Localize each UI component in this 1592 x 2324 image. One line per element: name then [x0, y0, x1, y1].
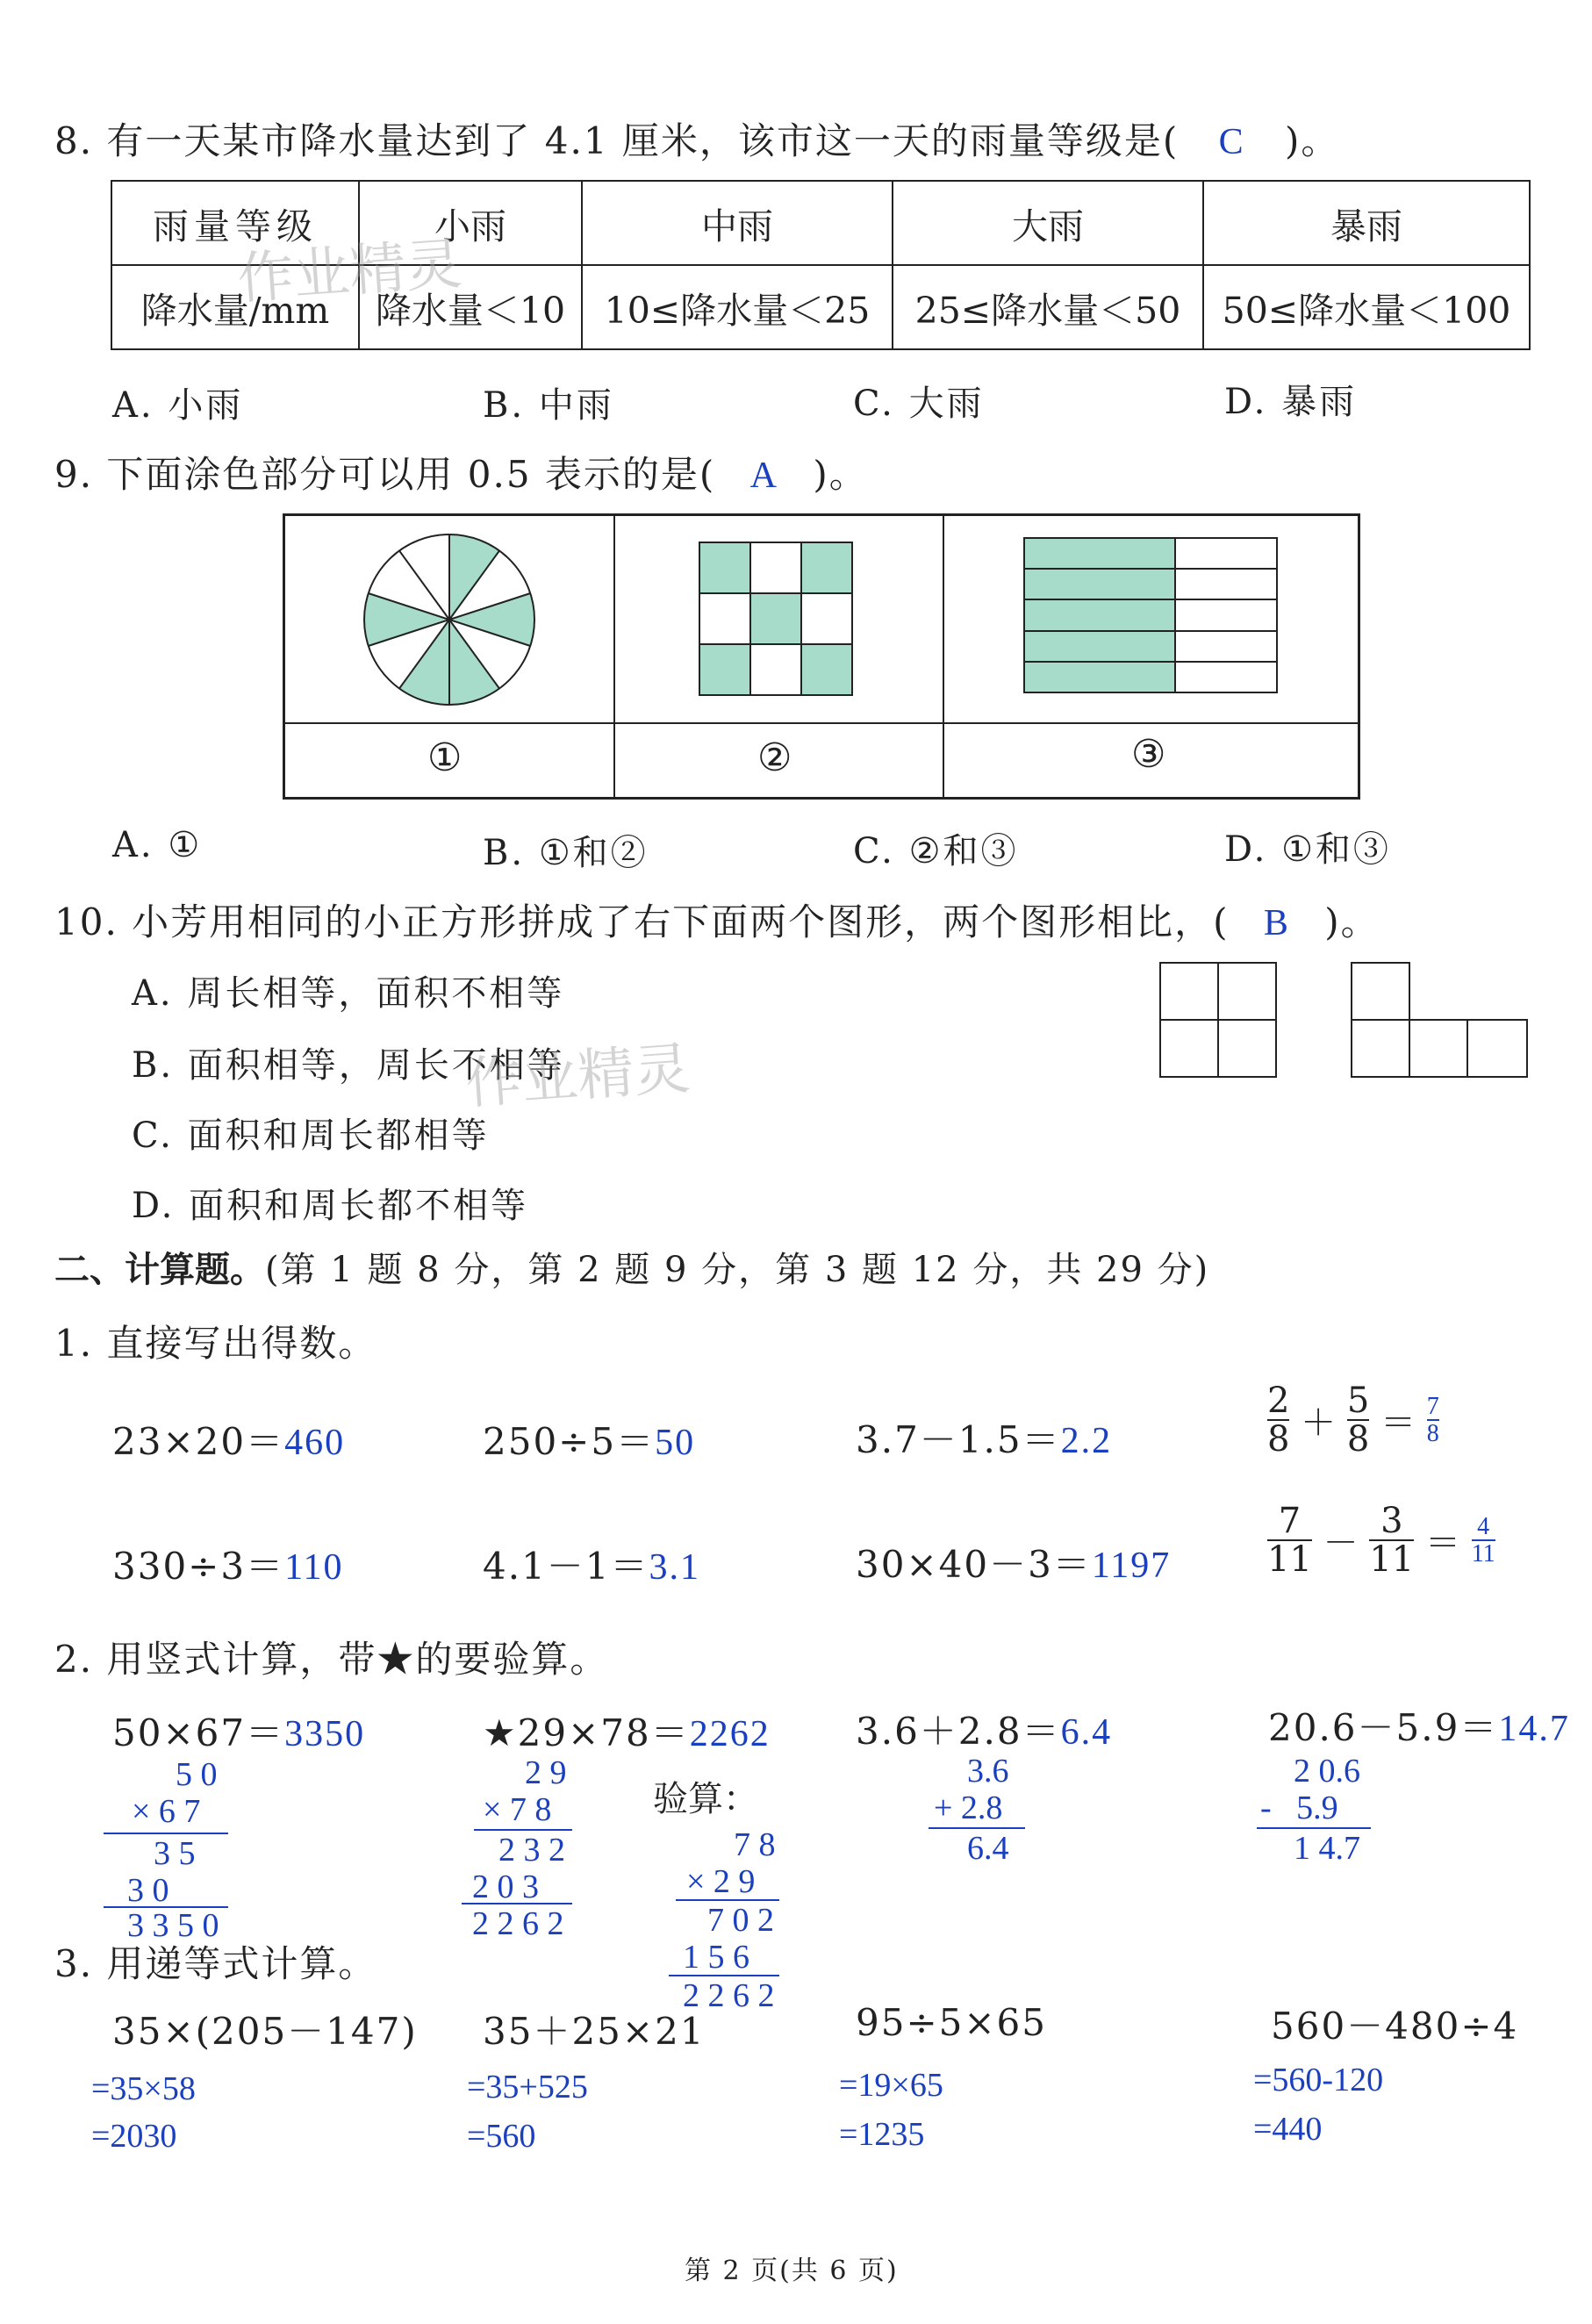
- work1-line-5: 3 3 5 0: [127, 1907, 219, 1944]
- p2-ans-4: 14.7: [1498, 1709, 1570, 1749]
- q8-option-b: B. 中雨: [483, 385, 614, 426]
- q10-stem-line: [54, 893, 1380, 946]
- q9-stem: 9. 下面涂色部分可以用 0.5 表示的是(: [54, 453, 716, 496]
- work1-line-1: 5 0: [176, 1756, 218, 1793]
- q9-answer: A: [749, 455, 779, 496]
- circle-figure: [364, 534, 534, 705]
- l-shape: [1352, 963, 1527, 1077]
- table-cell: 雨量等级: [111, 181, 359, 265]
- table-cell: 25≤降水量＜50: [893, 265, 1203, 349]
- p1-ans-1: 460: [284, 1423, 346, 1463]
- p3-step2-4: =440: [1253, 2111, 1323, 2148]
- work2-line-2: × 7 8: [483, 1791, 552, 1828]
- p1-expr-5: 4.1－1＝: [483, 1545, 649, 1588]
- frac1-b-den: 8: [1346, 1419, 1370, 1460]
- p3-step1-3: =19×65: [839, 2067, 943, 2104]
- p1-fraction-1: [1267, 1382, 1439, 1458]
- watermark-1: 作业精灵: [235, 232, 464, 312]
- p2-expr-1: 50×67＝: [112, 1711, 285, 1754]
- work3-line-2: × 2 9: [686, 1863, 756, 1900]
- q9-option-c: C. ②和③: [853, 831, 1019, 872]
- p3-step2-2: =560: [467, 2118, 536, 2155]
- p2-expr-3: 3.6＋2.8＝: [856, 1710, 1061, 1753]
- p3-expr-2: 35＋25×21: [483, 2010, 706, 2053]
- q8-stem: 8. 有一天某市降水量达到了 4.1 厘米，该市这一天的雨量等级是(: [54, 119, 1180, 162]
- work2-line-5: 2 2 6 2: [472, 1905, 564, 1942]
- work5-line-2: - 5.9: [1260, 1790, 1338, 1826]
- table-cell: 降水量/mm: [111, 265, 359, 349]
- q10-option-d: D. 面积和周长都不相等: [132, 1186, 529, 1226]
- work2-line-4: 2 0 3: [472, 1869, 539, 1905]
- table-cell: 降水量＜10: [359, 265, 582, 349]
- frac2-op: －: [1323, 1523, 1359, 1564]
- p1-fraction-2: [1267, 1503, 1495, 1578]
- p2-item-3: [856, 1703, 1112, 1755]
- p1-expr-1: 23×20＝: [112, 1420, 285, 1463]
- frac1-a-num: 2: [1267, 1381, 1290, 1421]
- work1-line-4: 3 0: [127, 1872, 169, 1909]
- section2-note: (第 1 题 8 分，第 2 题 9 分，第 3 题 12 分，共 29 分): [265, 1250, 1210, 1290]
- table-cell: 暴雨: [1203, 181, 1530, 265]
- p3-step1-1: =35×58: [91, 2070, 196, 2107]
- q10-option-c: C. 面积和周长都相等: [132, 1115, 490, 1156]
- frac1-r-num: 7: [1426, 1392, 1439, 1420]
- p3-expr-3: 95÷5×65: [856, 2001, 1047, 2044]
- p2-title: 2. 用竖式计算，带★的要验算。: [54, 1638, 609, 1681]
- work3-line-4: 1 5 6: [683, 1939, 749, 1976]
- p3-expr-4: 560－480÷4: [1271, 2005, 1519, 2048]
- p2-ans-3: 6.4: [1060, 1712, 1113, 1753]
- p2-expr-4: 20.6－5.9＝: [1268, 1706, 1499, 1749]
- p1-ans-5: 3.1: [649, 1547, 701, 1588]
- q9-option-b: B. ①和②: [483, 833, 649, 873]
- section2-heading: [54, 1242, 1209, 1292]
- table-cell: 10≤降水量＜25: [582, 265, 893, 349]
- work2-line-3: 2 3 2: [498, 1832, 565, 1869]
- p1-item-5: [483, 1538, 700, 1590]
- p2-ans-1: 3350: [284, 1714, 366, 1754]
- frac1-b-num: 5: [1346, 1381, 1370, 1421]
- frac2-b-num: 3: [1369, 1503, 1414, 1541]
- p1-expr-6: 30×40－3＝: [856, 1543, 1092, 1586]
- work1-line-2: × 6 7: [132, 1793, 201, 1830]
- p1-expr-3: 3.7－1.5＝: [856, 1418, 1061, 1461]
- p1-item-6: [856, 1536, 1171, 1589]
- watermark-2: 作业精灵: [463, 1036, 692, 1117]
- q9-label-1: ①: [427, 735, 463, 780]
- q10-option-a: A. 周长相等，面积不相等: [132, 973, 565, 1014]
- p2-ans-2: 2262: [689, 1714, 771, 1754]
- work5-line-1: 2 0.6: [1294, 1753, 1360, 1790]
- q10-option-b: B. 面积相等，周长不相等: [132, 1045, 565, 1086]
- frac1-eq: ＝: [1380, 1402, 1416, 1444]
- p3-title: 3. 用递等式计算。: [54, 1942, 377, 1985]
- section2-title: 二、计算题。: [54, 1250, 265, 1290]
- p3-step1-4: =560-120: [1253, 2062, 1384, 2098]
- table-cell: 大雨: [893, 181, 1203, 265]
- p1-ans-2: 50: [655, 1423, 696, 1463]
- p1-ans-4: 110: [284, 1547, 344, 1588]
- q8-option-a: A. 小雨: [112, 385, 244, 426]
- work4-line-1: 3.6: [967, 1753, 1009, 1790]
- q9-label-3: ③: [1131, 732, 1166, 777]
- q10-stem: 10. 小芳用相同的小正方形拼成了右下面两个图形，两个图形相比，(: [54, 900, 1230, 943]
- p2-expr-2: ★29×78＝: [483, 1711, 690, 1754]
- square-shape: [1160, 963, 1276, 1077]
- p2-item-2: [483, 1704, 771, 1757]
- work4-line-3: 6.4: [967, 1830, 1009, 1867]
- q10-close: )。: [1324, 900, 1380, 943]
- q9-option-d: D. ①和③: [1224, 829, 1391, 870]
- frac1-r-den: 8: [1426, 1420, 1439, 1447]
- p1-item-1: [112, 1413, 345, 1466]
- frac2-r-den: 11: [1471, 1540, 1495, 1567]
- p1-title: 1. 直接写出得数。: [54, 1322, 377, 1365]
- q9-label-2: ②: [757, 735, 792, 780]
- p1-expr-4: 330÷3＝: [112, 1545, 285, 1588]
- work3-line-3: 7 0 2: [707, 1902, 774, 1939]
- q9-option-a: A. ①: [112, 825, 203, 865]
- table-cell: 中雨: [582, 181, 893, 265]
- work2-line-1: 2 9: [525, 1754, 567, 1791]
- p2-item-1: [112, 1704, 365, 1757]
- frac2-a-num: 7: [1267, 1503, 1312, 1541]
- p3-step1-2: =35+525: [467, 2069, 588, 2105]
- page-footer: 第 2 页(共 6 页): [685, 2256, 899, 2286]
- work3-line-5: 2 2 6 2: [683, 1977, 775, 2014]
- frac2-b-den: 11: [1369, 1539, 1415, 1580]
- p3-step2-1: =2030: [91, 2118, 177, 2155]
- work1-line-3: 3 5: [154, 1835, 196, 1872]
- q10-answer: B: [1263, 903, 1290, 943]
- p1-ans-6: 1197: [1091, 1546, 1172, 1586]
- q9-figure-box: [283, 513, 1360, 800]
- check-label: 验算：: [653, 1779, 758, 1819]
- p1-item-4: [112, 1538, 344, 1590]
- frac1-op: ＋: [1301, 1402, 1337, 1444]
- grid-figure: [699, 542, 852, 695]
- q9-close: )。: [813, 453, 868, 496]
- frac1-a-den: 8: [1267, 1419, 1290, 1460]
- q8-option-d: D. 暴雨: [1224, 382, 1358, 422]
- frac2-r-num: 4: [1472, 1514, 1495, 1541]
- q9-stem-line: [54, 446, 868, 499]
- q8-option-c: C. 大雨: [853, 384, 985, 424]
- p3-step2-3: =1235: [839, 2116, 925, 2153]
- q8-stem-line: [54, 112, 1339, 165]
- work3-line-1: 7 8: [734, 1826, 776, 1863]
- table-cell: 50≤降水量＜100: [1203, 265, 1530, 349]
- q10-shapes: [1158, 961, 1536, 1080]
- table-cell: 小雨: [359, 181, 582, 265]
- p1-item-3: [856, 1411, 1112, 1464]
- frac2-a-den: 11: [1267, 1539, 1312, 1580]
- strip-figure: [1024, 538, 1277, 692]
- p3-expr-1: 35×(205－147): [112, 2010, 418, 2053]
- p1-expr-2: 250÷5＝: [483, 1420, 656, 1463]
- p1-ans-3: 2.2: [1060, 1421, 1113, 1461]
- work4-line-2: + 2.8: [934, 1790, 1003, 1826]
- q8-close: )。: [1285, 119, 1340, 162]
- p2-item-4: [1268, 1699, 1570, 1752]
- frac2-eq: ＝: [1424, 1523, 1460, 1564]
- work5-line-3: 1 4.7: [1294, 1830, 1360, 1867]
- q8-answer: C: [1218, 122, 1245, 162]
- p1-item-2: [483, 1413, 695, 1466]
